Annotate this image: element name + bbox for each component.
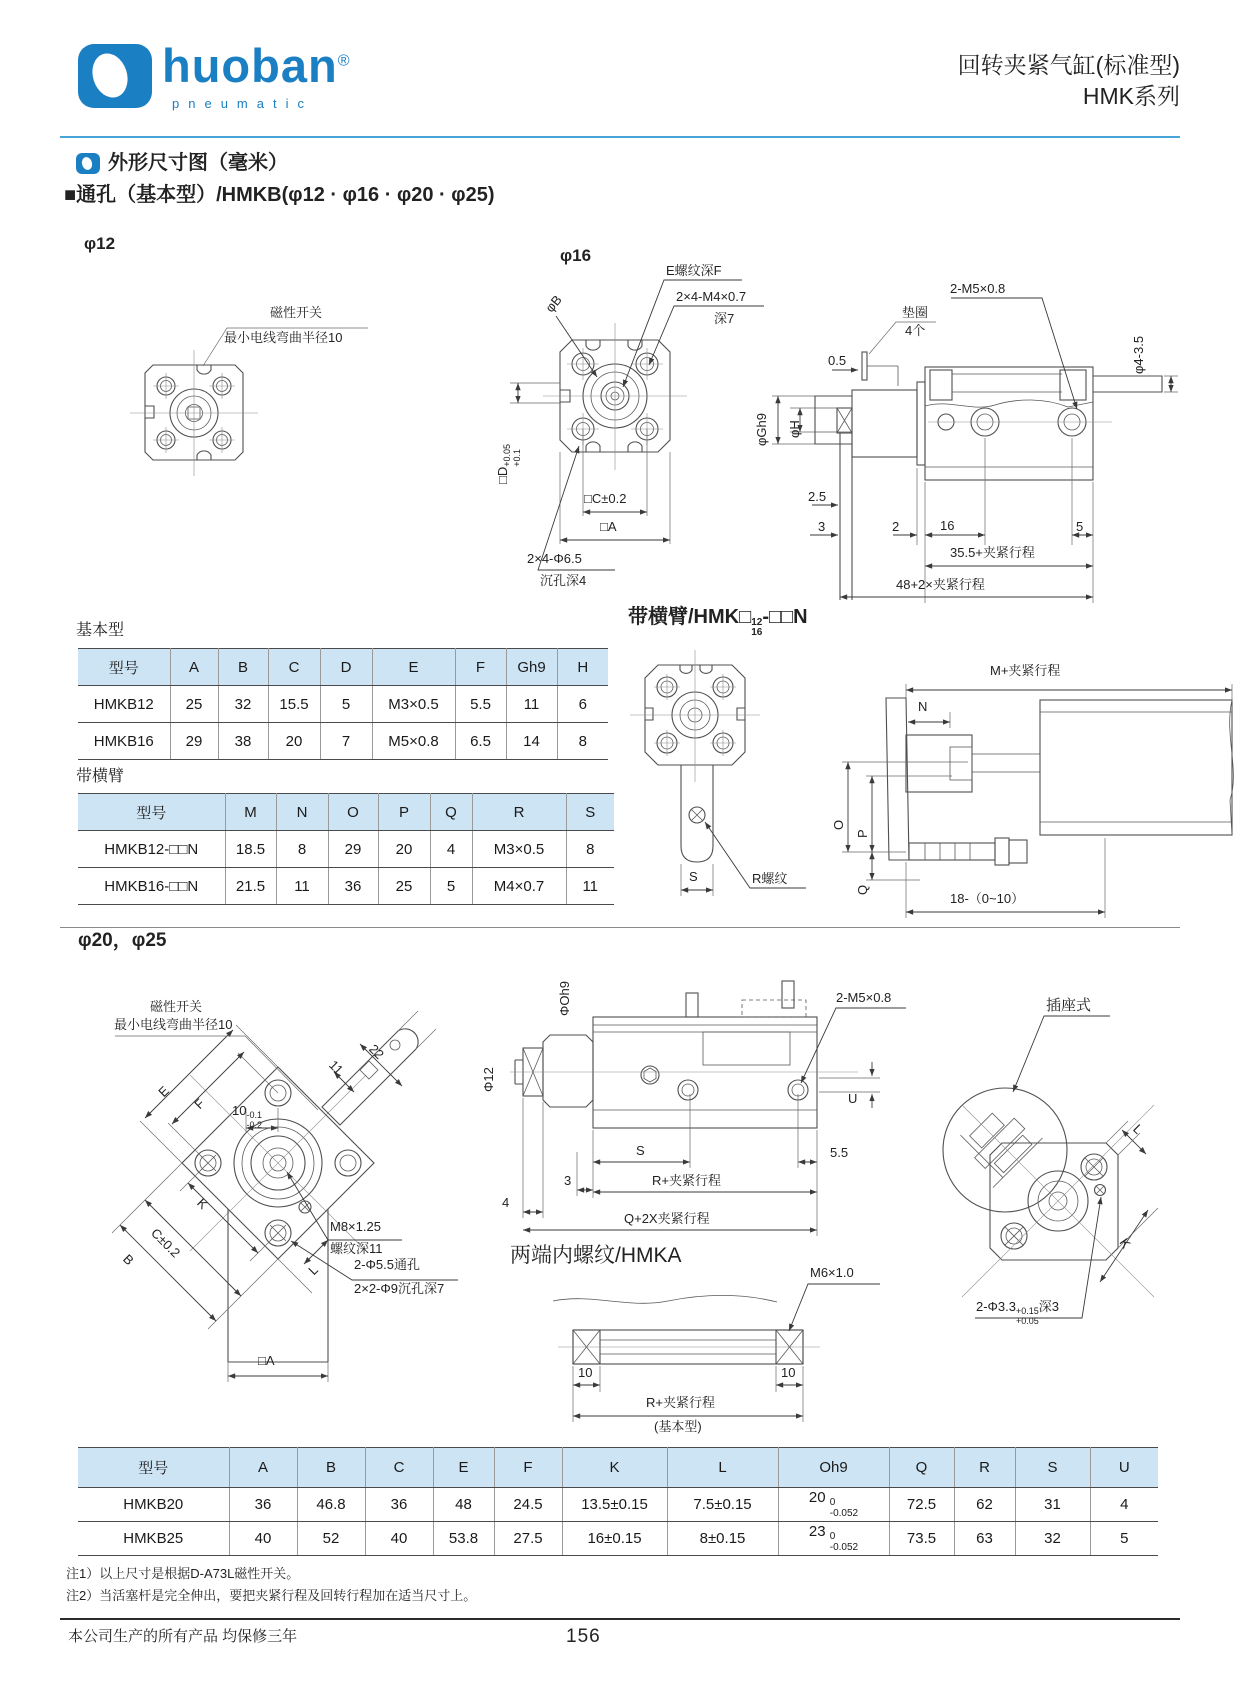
dim-label: F bbox=[191, 1095, 208, 1112]
cell: 11 bbox=[276, 868, 328, 905]
doc-title-line2: HMK系列 bbox=[1082, 83, 1180, 110]
tolerance-stack bbox=[830, 1532, 858, 1554]
section-divider bbox=[60, 927, 1180, 928]
phi12-caption: φ12 bbox=[84, 234, 116, 253]
tolerance-stack bbox=[503, 444, 522, 467]
col-header: B bbox=[297, 1448, 365, 1488]
cell: 5.5 bbox=[455, 686, 506, 723]
cell: 52 bbox=[297, 1522, 365, 1556]
dim-label: 5.5 bbox=[830, 1145, 849, 1160]
dim-label: 16 bbox=[940, 518, 955, 533]
cell: 6.5 bbox=[455, 723, 506, 760]
dim-label: 35.5+夹紧行程 bbox=[950, 545, 1035, 560]
dim-label: 4个 bbox=[905, 323, 926, 338]
note-2: 注2）当活塞杆是完全伸出，要把夹紧行程及回转行程加在适当尺寸上。 bbox=[66, 1588, 477, 1603]
cell: 63 bbox=[954, 1522, 1015, 1556]
col-header: K bbox=[562, 1448, 667, 1488]
cell: 46.8 bbox=[297, 1488, 365, 1522]
phi12-front-drawing bbox=[130, 328, 368, 476]
cell: 5 bbox=[1090, 1522, 1158, 1556]
tol-top: +0.15 bbox=[1016, 1306, 1039, 1316]
cell: 5 bbox=[320, 686, 372, 723]
tol-top: +0.05 bbox=[502, 443, 512, 467]
dim-label: R+夹紧行程 bbox=[652, 1173, 721, 1188]
col-header: N bbox=[276, 794, 328, 831]
hmka-title: 两端内螺纹/HMKA bbox=[510, 1244, 682, 1267]
note-1: 注1）以上尺寸是根据D-A73L磁性开关。 bbox=[66, 1566, 300, 1581]
dim-label: 2×4-M4×0.7 bbox=[676, 289, 747, 304]
cell: HMKB12-□□N bbox=[78, 831, 225, 868]
tol-bottom: -0.052 bbox=[829, 1508, 859, 1519]
dim-label bbox=[496, 444, 522, 484]
bore-stack bbox=[751, 618, 762, 638]
cell: M5×0.8 bbox=[372, 723, 455, 760]
cell: HMKB12 bbox=[78, 686, 170, 723]
cell: HMKB20 bbox=[78, 1488, 229, 1522]
tol-bottom: -0.052 bbox=[829, 1542, 859, 1553]
dim-label: M+夹紧行程 bbox=[990, 663, 1061, 678]
tol-top: 0 bbox=[829, 1497, 836, 1509]
cell: 21.5 bbox=[225, 868, 276, 905]
dim-label bbox=[232, 1104, 262, 1130]
dim-label: φ4-3.5 bbox=[1131, 335, 1146, 374]
dim-label: C±0.2 bbox=[148, 1225, 184, 1261]
cell: 27.5 bbox=[494, 1522, 562, 1556]
dim-label: B bbox=[120, 1251, 137, 1269]
table-header-row bbox=[78, 794, 614, 831]
arm-table-title: 带横臂 bbox=[76, 768, 125, 785]
cell: 31 bbox=[1015, 1488, 1090, 1522]
cell: 25 bbox=[170, 686, 218, 723]
registered-mark: ® bbox=[337, 52, 351, 70]
dim-label: K bbox=[1116, 1235, 1134, 1252]
cell: 15.5 bbox=[268, 686, 320, 723]
dim-label: S bbox=[636, 1143, 645, 1158]
magnetic-switch-label: 磁性开关 bbox=[270, 305, 323, 320]
cell: 16±0.15 bbox=[562, 1522, 667, 1556]
table-row bbox=[78, 1488, 1158, 1522]
bend-radius-label: 最小电线弯曲半径10 bbox=[224, 330, 343, 345]
cell: 8±0.15 bbox=[667, 1522, 778, 1556]
cell: M3×0.5 bbox=[472, 831, 566, 868]
cell: 6 bbox=[557, 686, 608, 723]
cell bbox=[778, 1488, 889, 1522]
tol-top: -0.1 bbox=[246, 1110, 262, 1120]
tolerance-stack bbox=[1016, 1307, 1039, 1326]
cell-value: 20 bbox=[808, 1489, 826, 1507]
tolerance-stack bbox=[830, 1498, 858, 1520]
col-header: R bbox=[472, 794, 566, 831]
cell: 14 bbox=[506, 723, 557, 760]
col-header: R bbox=[954, 1448, 1015, 1488]
dim-label: N bbox=[918, 699, 928, 714]
table-row bbox=[78, 831, 614, 868]
cell: 11 bbox=[506, 686, 557, 723]
table-row bbox=[78, 686, 608, 723]
cell: 13.5±0.15 bbox=[562, 1488, 667, 1522]
document-title bbox=[958, 50, 1180, 112]
col-header: P bbox=[378, 794, 430, 831]
col-header: Oh9 bbox=[778, 1448, 889, 1488]
col-header: L bbox=[667, 1448, 778, 1488]
dim-text: 10 bbox=[232, 1103, 247, 1118]
dim-label: L bbox=[305, 1262, 322, 1278]
tolerance-stack bbox=[246, 1111, 262, 1130]
cell: 20 bbox=[268, 723, 320, 760]
col-header: U bbox=[1090, 1448, 1158, 1488]
footer-rule bbox=[60, 1618, 1180, 1620]
dim-label: E螺纹深F bbox=[666, 263, 722, 278]
large-spec-table bbox=[78, 1447, 1158, 1556]
basic-table-title: 基本型 bbox=[76, 622, 125, 639]
dim-label: 2.5 bbox=[808, 489, 827, 504]
dim-label: Φ12 bbox=[481, 1067, 496, 1092]
cell: 4 bbox=[1090, 1488, 1158, 1522]
hmka-drawing bbox=[553, 1284, 880, 1422]
arm-side-drawing bbox=[842, 684, 1233, 918]
dim-label: L bbox=[1130, 1121, 1146, 1138]
col-header: S bbox=[566, 794, 614, 831]
dim-label: □A bbox=[600, 519, 617, 534]
cell: 62 bbox=[954, 1488, 1015, 1522]
section-title: 外形尺寸图（毫米） bbox=[108, 152, 288, 174]
logo-hole-shape bbox=[87, 49, 133, 102]
cell: 11 bbox=[566, 868, 614, 905]
tol-bottom: +0.05 bbox=[1016, 1315, 1039, 1326]
title-text: -□□N bbox=[762, 606, 808, 628]
section-subtitle: ■通孔（基本型）/HMKB(φ12 · φ16 · φ20 · φ25) bbox=[64, 184, 495, 206]
magnetic-switch-label: 磁性开关 bbox=[150, 999, 203, 1014]
dim-label: O bbox=[831, 819, 846, 830]
cell: 32 bbox=[1015, 1522, 1090, 1556]
col-header: O bbox=[328, 794, 378, 831]
dim-label: ΦOh9 bbox=[557, 981, 572, 1016]
col-header: F bbox=[494, 1448, 562, 1488]
phi20-side-drawing bbox=[510, 981, 906, 1236]
logo-text: huoban bbox=[162, 39, 338, 92]
dim-text: □D bbox=[495, 466, 510, 484]
phi16-caption: φ16 bbox=[560, 246, 592, 265]
bend-radius-label: 最小电线弯曲半径10 bbox=[114, 1017, 233, 1032]
col-header: D bbox=[320, 649, 372, 686]
dim-label: 垫圈 bbox=[902, 305, 929, 320]
page-number: 156 bbox=[566, 1626, 601, 1647]
cell: 7.5±0.15 bbox=[667, 1488, 778, 1522]
phi20-caption: φ20，φ25 bbox=[78, 930, 167, 951]
col-header: 型号 bbox=[78, 1448, 229, 1488]
dim-label: R螺纹 bbox=[752, 871, 788, 886]
doc-title-line1: 回转夹紧气缸(标准型) bbox=[957, 52, 1180, 78]
dim-label: K bbox=[194, 1195, 211, 1213]
table-row bbox=[78, 723, 608, 760]
cell: 29 bbox=[170, 723, 218, 760]
dim-label: (基本型) bbox=[654, 1419, 702, 1434]
cell: HMKB16 bbox=[78, 723, 170, 760]
col-header: B bbox=[218, 649, 268, 686]
dim-label: 5 bbox=[1076, 519, 1084, 534]
dim-label: 10 bbox=[578, 1365, 593, 1380]
cell: 8 bbox=[276, 831, 328, 868]
col-header: A bbox=[229, 1448, 297, 1488]
dim-text: 2-Φ3.3 bbox=[976, 1299, 1017, 1314]
dim-label: 沉孔深4 bbox=[540, 573, 587, 588]
tol-bottom: +0.1 bbox=[511, 448, 522, 467]
table-header-row bbox=[78, 649, 608, 686]
dim-label: 3 bbox=[564, 1173, 572, 1188]
cell: HMKB16-□□N bbox=[78, 868, 225, 905]
basic-spec-table bbox=[78, 648, 608, 760]
cell: 25 bbox=[378, 868, 430, 905]
dim-label: 18-（0~10） bbox=[950, 891, 1025, 906]
dim-label: Q+2X夹紧行程 bbox=[624, 1211, 710, 1226]
cell: 73.5 bbox=[889, 1522, 954, 1556]
cell: 38 bbox=[218, 723, 268, 760]
dim-label: 48+2×夹紧行程 bbox=[896, 577, 985, 592]
phi20-front-drawing bbox=[112, 1011, 458, 1382]
col-header: M bbox=[225, 794, 276, 831]
cell: 18.5 bbox=[225, 831, 276, 868]
header-rule bbox=[60, 136, 1180, 138]
socket-type-label: 插座式 bbox=[1046, 997, 1092, 1014]
dim-label: E bbox=[155, 1083, 173, 1100]
arm-figure-title bbox=[628, 606, 808, 638]
arm-front-drawing bbox=[630, 650, 806, 896]
cell: 72.5 bbox=[889, 1488, 954, 1522]
cell: 40 bbox=[229, 1522, 297, 1556]
cell bbox=[778, 1522, 889, 1556]
arm-spec-table bbox=[78, 793, 614, 905]
cell: 20 bbox=[378, 831, 430, 868]
cell: 36 bbox=[328, 868, 378, 905]
dim-label: φH bbox=[787, 420, 802, 438]
cell-value: 23 bbox=[808, 1523, 826, 1541]
dim-label: 2 bbox=[892, 519, 900, 534]
col-header: A bbox=[170, 649, 218, 686]
title-text: 带横臂/HMK□ bbox=[628, 606, 752, 628]
dim-label: 2×4-Φ6.5 bbox=[527, 551, 582, 566]
cell: 40 bbox=[365, 1522, 433, 1556]
dim-label: M6×1.0 bbox=[810, 1265, 854, 1280]
dim-label: 2×2-Φ9沉孔深7 bbox=[354, 1281, 445, 1296]
dim-label: 10 bbox=[781, 1365, 796, 1380]
section-bullet-hole bbox=[80, 156, 93, 171]
dim-label: □C±0.2 bbox=[584, 491, 627, 506]
huoban-logo-icon bbox=[78, 44, 152, 108]
cell: 53.8 bbox=[433, 1522, 494, 1556]
col-header: S bbox=[1015, 1448, 1090, 1488]
tol-top: 0 bbox=[829, 1531, 836, 1543]
cell: 4 bbox=[430, 831, 472, 868]
dim-label: U bbox=[848, 1091, 858, 1106]
cell: 36 bbox=[365, 1488, 433, 1522]
logo-subtitle: pneumatic bbox=[172, 96, 313, 111]
cell: 48 bbox=[433, 1488, 494, 1522]
dim-label: S bbox=[689, 869, 698, 884]
cell: M4×0.7 bbox=[472, 868, 566, 905]
cell: 32 bbox=[218, 686, 268, 723]
dim-label: φB bbox=[542, 292, 565, 315]
dim-label: P bbox=[855, 829, 870, 838]
dim-label: 螺纹深11 bbox=[330, 1241, 383, 1256]
dim-text: 深3 bbox=[1038, 1299, 1060, 1314]
dim-label: 4 bbox=[502, 1195, 510, 1210]
cell: 24.5 bbox=[494, 1488, 562, 1522]
table-row bbox=[78, 1522, 1158, 1556]
cell: M3×0.5 bbox=[372, 686, 455, 723]
col-header: C bbox=[268, 649, 320, 686]
col-header: Q bbox=[430, 794, 472, 831]
dim-label: 深7 bbox=[714, 311, 735, 326]
col-header: H bbox=[557, 649, 608, 686]
col-header: 型号 bbox=[78, 794, 225, 831]
cell: 8 bbox=[557, 723, 608, 760]
cell: 29 bbox=[328, 831, 378, 868]
dim-label: φGh9 bbox=[754, 412, 769, 446]
cell: HMKB25 bbox=[78, 1522, 229, 1556]
logo-wordmark bbox=[162, 38, 350, 93]
cell: 5 bbox=[430, 868, 472, 905]
dim-label: 22 bbox=[366, 1041, 387, 1063]
dim-label: □A bbox=[258, 1353, 275, 1368]
col-header: E bbox=[372, 649, 455, 686]
cell: 7 bbox=[320, 723, 372, 760]
cell: 8 bbox=[566, 831, 614, 868]
col-header: 型号 bbox=[78, 649, 170, 686]
dim-label: M8×1.25 bbox=[330, 1219, 381, 1234]
dim-label bbox=[976, 1300, 1059, 1326]
col-header: F bbox=[455, 649, 506, 686]
dim-label: R+夹紧行程 bbox=[646, 1395, 715, 1410]
dim-label: 0.5 bbox=[828, 353, 847, 368]
col-header: C bbox=[365, 1448, 433, 1488]
col-header: E bbox=[433, 1448, 494, 1488]
section-bullet-icon bbox=[76, 153, 100, 174]
dim-label: 2-M5×0.8 bbox=[836, 990, 892, 1005]
col-header: Gh9 bbox=[506, 649, 557, 686]
cell: 36 bbox=[229, 1488, 297, 1522]
table-row bbox=[78, 868, 614, 905]
warranty-text: 本公司生产的所有产品 均保修三年 bbox=[68, 1628, 298, 1645]
col-header: Q bbox=[889, 1448, 954, 1488]
stack-bottom: 16 bbox=[751, 627, 763, 638]
stack-top: 12 bbox=[751, 617, 763, 628]
tol-bottom: -0.2 bbox=[246, 1119, 262, 1130]
socket-detail-drawing bbox=[943, 1016, 1158, 1318]
dim-label: 2-M5×0.8 bbox=[950, 281, 1006, 296]
dim-label: 3 bbox=[818, 519, 826, 534]
table-header-row bbox=[78, 1448, 1158, 1488]
dim-label: Q bbox=[855, 884, 870, 895]
dim-label: 11 bbox=[326, 1057, 347, 1078]
dim-label: 2-Φ5.5通孔 bbox=[354, 1257, 421, 1272]
